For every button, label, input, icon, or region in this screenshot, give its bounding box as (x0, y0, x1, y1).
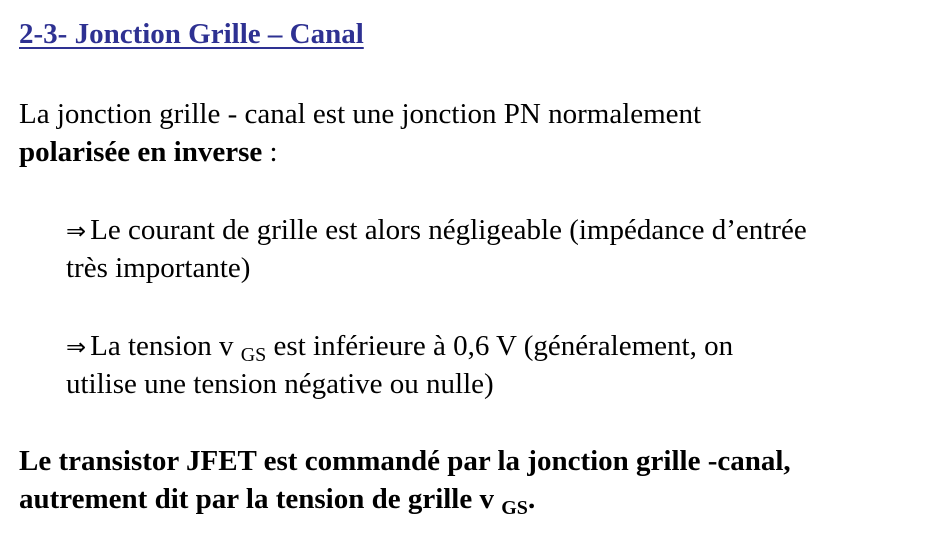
conclusion-line1: Le transistor JFET est commandé par la jonction grille -canal, (19, 445, 791, 477)
intro-colon: : (262, 136, 278, 168)
section-heading: 2-3- Jonction Grille – Canal (19, 18, 364, 50)
bullet-current-line2: très importante) (66, 252, 251, 284)
bullet-current-line1: Le courant de grille est alors négligeable (impédance d’entrée (90, 214, 807, 246)
bullet-voltage-line2: utilise une tension négative ou nulle) (66, 368, 494, 400)
implies-arrow-icon: ⇒ (66, 217, 87, 245)
bullet-voltage (66, 328, 916, 403)
bullet-current (66, 212, 916, 287)
conclusion-period: . (527, 483, 536, 515)
intro-bold-text: polarisée en inverse (19, 136, 263, 168)
subscript-gs: GS (240, 344, 267, 366)
conclusion-paragraph (19, 442, 909, 518)
intro-text: La jonction grille - canal est une jonction PN normalement (19, 98, 702, 130)
bullet-voltage-prefix: La tension v (90, 330, 234, 362)
intro-paragraph (19, 95, 899, 171)
conclusion-line2: autrement dit par la tension de grille v (19, 483, 494, 515)
implies-arrow-icon: ⇒ (66, 333, 87, 361)
bullet-voltage-middle: est inférieure à 0,6 V (généralement, on (266, 330, 734, 362)
subscript-gs: GS (501, 497, 528, 519)
